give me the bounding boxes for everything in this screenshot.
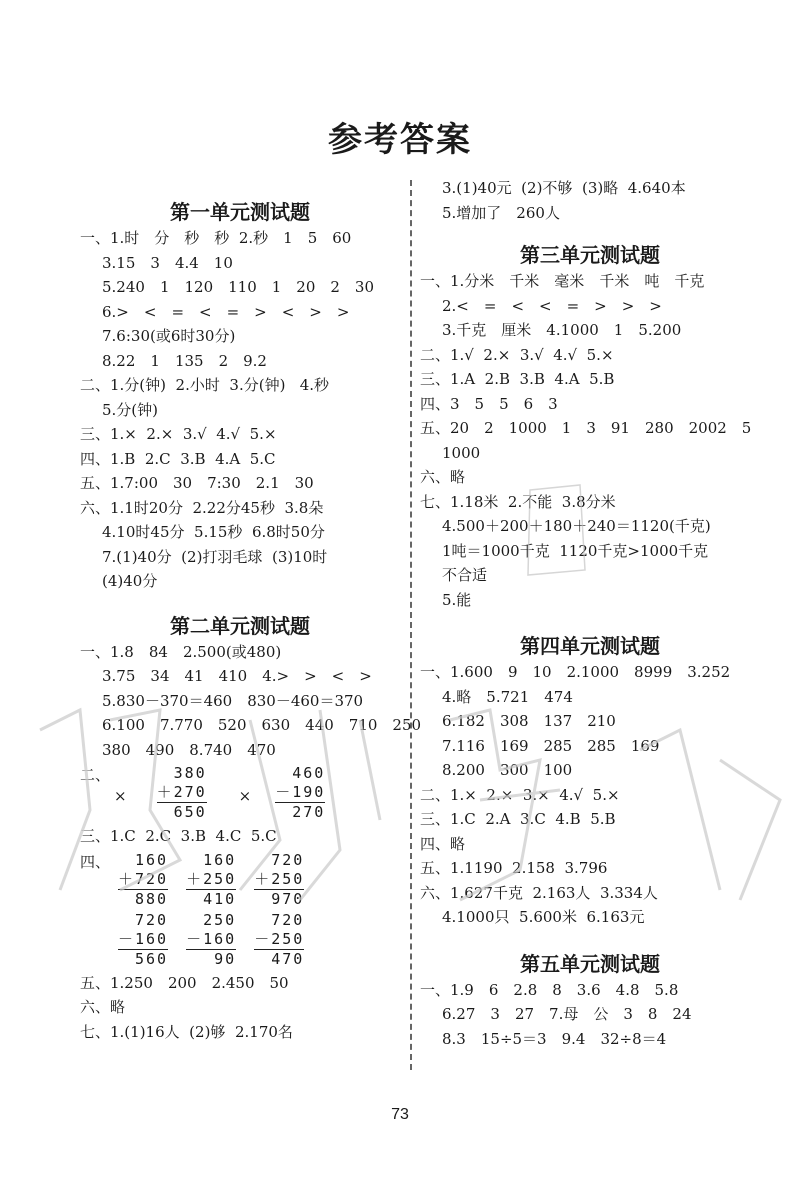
left-column xyxy=(80,176,422,1046)
calc-result: 650 xyxy=(173,803,207,821)
vertical-calc xyxy=(186,911,236,969)
answer-line: 二、1.√ 2.× 3.√ 4.√ 5.× xyxy=(420,345,614,364)
unit1-title: 第一单元测试题 xyxy=(170,200,310,224)
answer-line: 一、1.时 分 秒 秒 2.秒 1 5 60 xyxy=(80,229,352,247)
calc-top: 160 xyxy=(203,850,237,869)
answer-line: 7.(1)40分 (2)打羽毛球 (3)10时 xyxy=(102,547,328,566)
answer-line: 不合适 xyxy=(442,566,488,584)
answer-line: 四、3 5 5 6 3 xyxy=(420,394,558,413)
vertical-calc xyxy=(157,764,207,822)
answer-line: 一、1.8 84 2.500(或480) xyxy=(80,642,282,661)
answer-line: 三、1.A 2.B 3.B 4.A 5.B xyxy=(420,370,615,388)
answer-line: 一、1.600 9 10 2.1000 8999 3.252 xyxy=(420,663,731,681)
addition-calcs xyxy=(80,851,400,909)
right-column xyxy=(420,176,760,1053)
wrong-mark: × xyxy=(114,787,127,805)
part-label: 二、 xyxy=(80,766,111,784)
calc-result: 410 xyxy=(203,889,237,908)
answer-line: 二、1.× 2.× 3.× 4.√ 5.× xyxy=(420,785,620,804)
unit4-title: 第四单元测试题 xyxy=(520,634,660,658)
vertical-calc xyxy=(254,851,304,909)
answer-line: 6.> < = < = > < > > xyxy=(102,302,350,321)
unit2-answers xyxy=(80,640,422,1045)
answer-line: 7.6:30(或6时30分) xyxy=(102,327,236,345)
calc-operand: ＋270 xyxy=(156,783,207,801)
answer-line: 五、20 2 1000 1 3 91 280 2002 5 xyxy=(420,419,752,437)
calc-top: 250 xyxy=(203,910,237,929)
answer-line: 3.千克 厘米 4.1000 1 5.200 xyxy=(442,321,682,339)
answer-line: 3.15 3 4.4 10 xyxy=(102,253,233,272)
answer-line: 七、1.(1)16人 (2)够 2.170名 xyxy=(80,1022,293,1041)
vertical-calc xyxy=(254,911,304,969)
vertical-calc xyxy=(275,764,325,822)
answer-line: 二、1.分(钟) 2.小时 3.分(钟) 4.秒 xyxy=(80,376,330,394)
unit5-answers xyxy=(420,978,760,1052)
answer-line: 五、1.250 200 2.450 50 xyxy=(80,973,289,992)
answer-line: 7.116 169 285 285 169 xyxy=(442,736,660,755)
unit3-title: 第三单元测试题 xyxy=(520,243,660,267)
answer-line: 6.27 3 27 7.母 公 3 8 24 xyxy=(442,1005,692,1023)
answer-line: 3.(1)40元 (2)不够 (3)略 4.640本 xyxy=(442,179,686,197)
unit2-title: 第二单元测试题 xyxy=(170,613,310,638)
page-title: 参考答案 xyxy=(328,120,472,160)
page-number: 73 xyxy=(391,1106,409,1123)
calc-operand: ＋250 xyxy=(254,869,305,888)
calc-operand: ＋720 xyxy=(118,869,169,888)
answer-line: 4.略 5.721 474 xyxy=(442,687,573,706)
answer-line: 三、1.× 2.× 3.√ 4.√ 5.× xyxy=(80,425,277,443)
calc-top: 160 xyxy=(135,850,169,869)
calc-operand: －160 xyxy=(186,929,237,948)
answer-line: 2.< = < < = > > > xyxy=(442,296,662,315)
unit4-answers xyxy=(420,660,760,930)
wrong-mark: × xyxy=(238,787,252,805)
answer-line: 8.22 1 135 2 9.2 xyxy=(102,351,267,370)
subtraction-calcs xyxy=(80,911,400,969)
vertical-calc xyxy=(118,911,168,969)
answer-line: 8.3 15÷5＝3 9.4 32÷8＝4 xyxy=(442,1029,667,1048)
answer-line: 8.200 300 100 xyxy=(442,761,573,779)
answer-line: 七、1.18米 2.不能 3.8分米 xyxy=(420,492,616,511)
answer-line: 4.1000只 5.600米 6.163元 xyxy=(442,908,645,926)
answer-line: 五、1.7:00 30 7:30 2.1 30 xyxy=(80,474,314,492)
calc-result: 880 xyxy=(135,889,169,908)
answer-line: 一、1.9 6 2.8 8 3.6 4.8 5.8 xyxy=(420,980,679,999)
answer-line: 380 490 8.740 470 xyxy=(102,740,276,759)
answer-line: 一、1.分米 千米 毫米 千米 吨 千克 xyxy=(420,272,705,290)
calc-operand: －190 xyxy=(275,783,326,801)
answer-line: 三、1.C 2.A 3.C 4.B 5.B xyxy=(420,810,616,828)
unit3-answers xyxy=(420,269,760,612)
part-label: 四、 xyxy=(80,852,111,871)
calc-operand: ＋250 xyxy=(186,869,237,888)
answer-line: 六、略 xyxy=(80,998,126,1016)
answer-line: 五、1.1190 2.158 3.796 xyxy=(420,859,608,877)
vertical-calc xyxy=(186,851,236,909)
answer-line: 六、1.1时20分 2.22分45秒 3.8朵 xyxy=(80,498,324,517)
calc-result: 270 xyxy=(292,803,326,821)
answer-line: 四、1.B 2.C 3.B 4.A 5.C xyxy=(80,449,276,468)
calc-result: 470 xyxy=(271,949,305,968)
answer-line: 1000 xyxy=(442,443,481,462)
calc-top: 460 xyxy=(292,764,326,782)
calc-top: 380 xyxy=(173,764,207,782)
answer-line: 4.10时45分 5.15秒 6.8时50分 xyxy=(102,523,325,541)
unit1-answers xyxy=(80,226,400,594)
calc-result: 560 xyxy=(135,949,169,968)
answer-line: 三、1.C 2.C 3.B 4.C 5.C xyxy=(80,827,277,845)
calc-operand: －160 xyxy=(118,929,169,948)
correction-calcs xyxy=(80,764,400,822)
stamp-mark xyxy=(520,480,590,580)
answer-line: 5.能 xyxy=(442,590,472,609)
vertical-calc xyxy=(118,851,168,909)
answer-line: 六、略 xyxy=(420,468,466,486)
calc-top: 720 xyxy=(271,910,305,929)
answer-line: 4.500＋200＋180＋240＝1120(千克) xyxy=(442,517,711,535)
answer-line: (4)40分 xyxy=(102,572,158,590)
calc-top: 720 xyxy=(271,850,305,869)
answer-line: 四、略 xyxy=(420,834,466,853)
calc-top: 720 xyxy=(135,910,169,929)
answer-line: 6.100 7.770 520 630 440 710 250 xyxy=(102,716,422,734)
answer-line: 6.182 308 137 210 xyxy=(442,712,616,730)
answer-line: 5.240 1 120 110 1 20 2 30 xyxy=(102,278,375,296)
unit5-title: 第五单元测试题 xyxy=(520,951,660,976)
answer-line: 1吨＝1000千克 1120千克>1000千克 xyxy=(442,541,709,560)
calc-result: 970 xyxy=(271,889,305,908)
calc-result: 90 xyxy=(214,949,237,968)
answer-line: 5.分(钟) xyxy=(102,400,159,419)
answer-line: 六、1.627千克 2.163人 3.334人 xyxy=(420,883,658,902)
calc-operand: －250 xyxy=(254,929,305,948)
answer-line: 5.增加了 260人 xyxy=(442,203,560,222)
answer-line: 3.75 34 41 410 4.> > < > xyxy=(102,667,372,685)
column-divider xyxy=(410,180,412,1070)
answer-line: 5.830－370＝460 830－460＝370 xyxy=(102,691,364,710)
